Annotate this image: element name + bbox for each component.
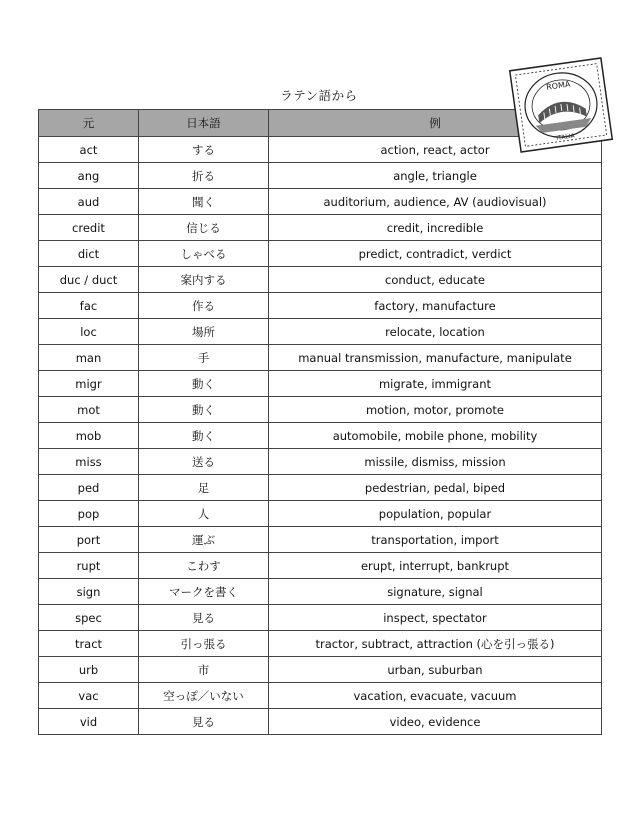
examples-cell: erupt, interrupt, bankrupt (269, 553, 602, 579)
stamp-text-bottom: ITALIA (555, 132, 576, 142)
root-cell: spec (39, 605, 139, 631)
japanese-cell: 見る (139, 709, 269, 735)
root-cell: ang (39, 163, 139, 189)
table-row (39, 605, 602, 631)
japanese-cell: 空っぽ／いない (139, 683, 269, 709)
root-cell: aud (39, 189, 139, 215)
root-cell: fac (39, 293, 139, 319)
examples-cell: pedestrian, pedal, biped (269, 475, 602, 501)
japanese-cell: 見る (139, 605, 269, 631)
table-row (39, 449, 602, 475)
table-row (39, 293, 602, 319)
root-cell: urb (39, 657, 139, 683)
japanese-cell: 動く (139, 371, 269, 397)
table-row (39, 553, 602, 579)
examples-cell: tractor, subtract, attraction (心を引っ張る) (269, 631, 602, 657)
root-cell: port (39, 527, 139, 553)
table-row (39, 683, 602, 709)
root-cell: mot (39, 397, 139, 423)
colosseum-stamp-icon (507, 56, 614, 155)
examples-cell: credit, incredible (269, 215, 602, 241)
japanese-cell: 市 (139, 657, 269, 683)
table-row (39, 215, 602, 241)
root-cell: act (39, 137, 139, 163)
table-row (39, 267, 602, 293)
examples-cell: migrate, immigrant (269, 371, 602, 397)
examples-cell: motion, motor, promote (269, 397, 602, 423)
japanese-cell: 場所 (139, 319, 269, 345)
root-cell: ped (39, 475, 139, 501)
examples-cell: signature, signal (269, 579, 602, 605)
examples-cell: inspect, spectator (269, 605, 602, 631)
examples-cell: missile, dismiss, mission (269, 449, 602, 475)
japanese-cell: マークを書く (139, 579, 269, 605)
japanese-cell: 人 (139, 501, 269, 527)
root-cell: pop (39, 501, 139, 527)
japanese-cell: 折る (139, 163, 269, 189)
table-row (39, 163, 602, 189)
table-row (39, 657, 602, 683)
japanese-cell: 引っ張る (139, 631, 269, 657)
root-cell: rupt (39, 553, 139, 579)
examples-cell: transportation, import (269, 527, 602, 553)
japanese-cell: 送る (139, 449, 269, 475)
japanese-cell: 案内する (139, 267, 269, 293)
table-row (39, 397, 602, 423)
table-row (39, 475, 602, 501)
root-cell: credit (39, 215, 139, 241)
examples-cell: video, evidence (269, 709, 602, 735)
examples-cell: population, popular (269, 501, 602, 527)
japanese-cell: こわす (139, 553, 269, 579)
root-cell: miss (39, 449, 139, 475)
table-row (39, 189, 602, 215)
root-cell: duc / duct (39, 267, 139, 293)
root-cell: vid (39, 709, 139, 735)
table-row (39, 345, 602, 371)
examples-cell: vacation, evacuate, vacuum (269, 683, 602, 709)
japanese-cell: 足 (139, 475, 269, 501)
root-cell: man (39, 345, 139, 371)
examples-cell: factory, manufacture (269, 293, 602, 319)
table-row (39, 241, 602, 267)
japanese-cell: 動く (139, 397, 269, 423)
latin-roots-table (38, 109, 602, 735)
stamp-text-top: ROMA (545, 79, 571, 92)
table-row (39, 579, 602, 605)
examples-cell: relocate, location (269, 319, 602, 345)
column-header-root: 元 (39, 110, 139, 137)
column-header-examples: 例 (269, 110, 602, 137)
root-cell: migr (39, 371, 139, 397)
japanese-cell: しゃべる (139, 241, 269, 267)
japanese-cell: 作る (139, 293, 269, 319)
japanese-cell: 運ぶ (139, 527, 269, 553)
table-row (39, 527, 602, 553)
root-cell: dict (39, 241, 139, 267)
table-body (39, 137, 602, 735)
table-row (39, 319, 602, 345)
root-cell: loc (39, 319, 139, 345)
column-header-japanese: 日本語 (139, 110, 269, 137)
examples-cell: action, react, actor (269, 137, 602, 163)
table-row (39, 709, 602, 735)
examples-cell: predict, contradict, verdict (269, 241, 602, 267)
examples-cell: conduct, educate (269, 267, 602, 293)
examples-cell: manual transmission, manufacture, manipulate (269, 345, 602, 371)
root-cell: tract (39, 631, 139, 657)
root-cell: vac (39, 683, 139, 709)
japanese-cell: 手 (139, 345, 269, 371)
table-row (39, 631, 602, 657)
root-cell: mob (39, 423, 139, 449)
examples-cell: angle, triangle (269, 163, 602, 189)
japanese-cell: 聞く (139, 189, 269, 215)
table-row (39, 371, 602, 397)
table-row (39, 423, 602, 449)
japanese-cell: する (139, 137, 269, 163)
japanese-cell: 信じる (139, 215, 269, 241)
page-title: ラテン語から (280, 88, 358, 103)
examples-cell: urban, suburban (269, 657, 602, 683)
examples-cell: automobile, mobile phone, mobility (269, 423, 602, 449)
examples-cell: auditorium, audience, AV (audiovisual) (269, 189, 602, 215)
japanese-cell: 動く (139, 423, 269, 449)
root-cell: sign (39, 579, 139, 605)
table-row (39, 501, 602, 527)
